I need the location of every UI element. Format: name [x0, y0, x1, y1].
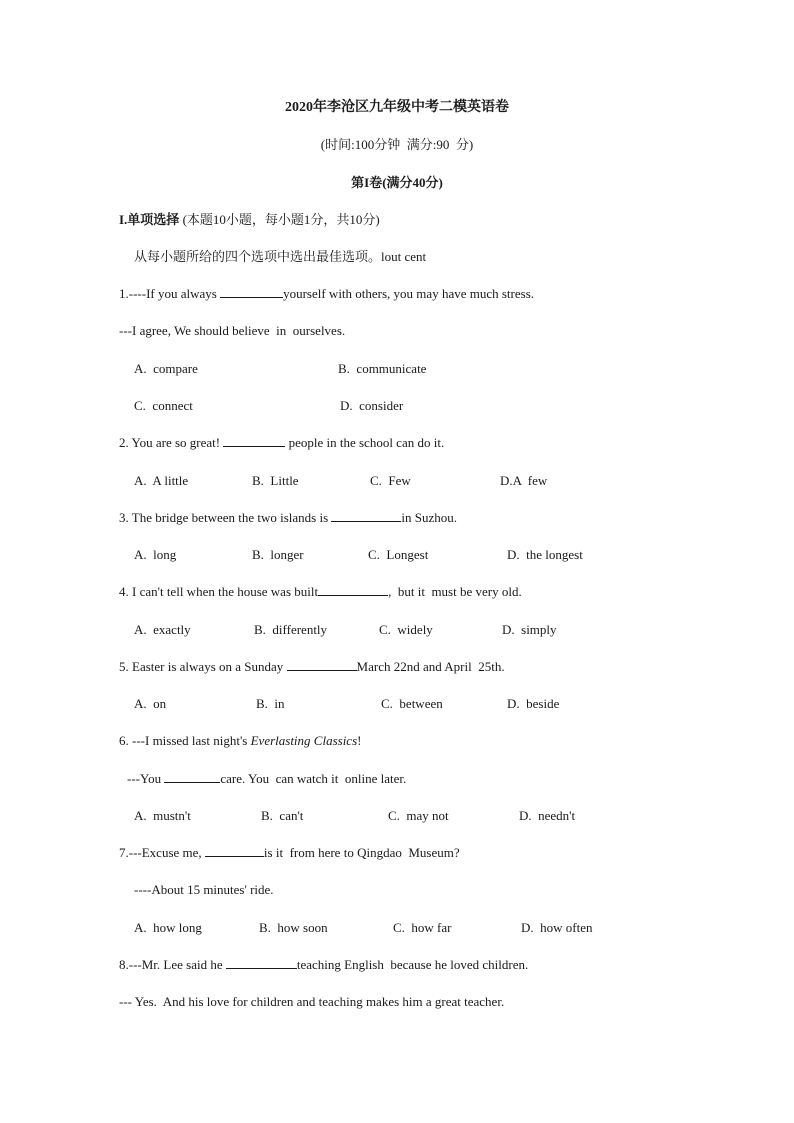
option-d: D. consider — [340, 398, 404, 413]
option-c: C. Few — [370, 473, 411, 488]
answer-blank — [220, 285, 283, 298]
question-2 — [119, 434, 444, 452]
question-text: 8.---Mr. Lee said he — [119, 957, 226, 972]
option-c: C. how far — [393, 920, 452, 935]
section-heading-bold: I.单项选择 — [119, 212, 180, 227]
question-text: March 22nd and April 25th. — [356, 659, 505, 674]
option-a: A. mustn't — [134, 808, 191, 823]
question-8 — [119, 956, 528, 974]
exam-title: 2020年李沧区九年级中考二模英语卷 — [285, 100, 509, 115]
option-c: C. Longest — [368, 547, 429, 562]
question-text: in Suzhou. — [401, 510, 458, 525]
option-a: A. long — [134, 547, 177, 562]
option-b: B. can't — [261, 808, 304, 823]
question-4 — [119, 583, 522, 601]
question-text: people in the school can do it. — [285, 435, 445, 450]
answer-blank — [205, 844, 264, 857]
question-6 — [119, 732, 361, 750]
exam-time-score: (时间:100分钟 满分:90 分) — [320, 137, 474, 152]
question-text: is it from here to Qingdao Museum? — [263, 845, 460, 860]
option-d: D.A few — [500, 473, 548, 488]
option-d: D. needn't — [519, 808, 576, 823]
question-text: 6. ---I missed last night's — [119, 733, 251, 748]
option-a: A. exactly — [134, 622, 191, 637]
question-1-reply: ---I agree, We should believe in ourselves. — [119, 323, 346, 338]
option-b: B. longer — [252, 547, 304, 562]
option-c: C. between — [381, 696, 443, 711]
program-title: Everlasting Classics — [250, 733, 358, 748]
option-a: A. how long — [134, 920, 202, 935]
answer-blank — [287, 658, 357, 671]
question-text: 1.----If you always — [119, 286, 221, 301]
option-d: D. simply — [502, 622, 557, 637]
option-b: B. how soon — [259, 920, 328, 935]
option-a: A. compare — [134, 361, 198, 376]
question-8-reply: --- Yes. And his love for children and teaching makes him a great teacher. — [119, 994, 505, 1009]
option-a: A. on — [134, 696, 167, 711]
question-text: , but it must be very old. — [388, 584, 522, 599]
question-7-reply: ----About 15 minutes' ride. — [134, 882, 274, 897]
question-text: 2. You are so great! — [119, 435, 224, 450]
option-b: B. in — [256, 696, 285, 711]
question-text: ! — [357, 733, 362, 748]
question-text: ---You — [127, 771, 165, 786]
option-b: B. Little — [252, 473, 299, 488]
question-6-reply — [127, 770, 406, 788]
section-heading — [119, 211, 380, 229]
option-b: B. communicate — [338, 361, 427, 376]
option-d: D. beside — [507, 696, 560, 711]
answer-blank — [331, 509, 401, 522]
answer-blank — [318, 583, 388, 596]
question-text: 7.---Excuse me, — [119, 845, 205, 860]
option-c: C. may not — [388, 808, 449, 823]
section-heading-note: (本题10小题，每小题1分，共10分) — [179, 212, 380, 227]
answer-blank — [223, 434, 285, 447]
option-b: B. differently — [254, 622, 328, 637]
answer-blank — [226, 956, 297, 969]
question-7 — [119, 844, 460, 862]
question-1 — [119, 285, 534, 303]
question-text: yourself with others, you may have much stress. — [283, 286, 535, 301]
question-text: teaching English because he loved children. — [296, 957, 529, 972]
part-heading: 第I卷(满分40分) — [351, 175, 443, 190]
option-d: D. how often — [521, 920, 593, 935]
answer-blank — [164, 770, 220, 783]
option-c: C. widely — [379, 622, 433, 637]
question-5 — [119, 658, 505, 676]
option-d: D. the longest — [507, 547, 583, 562]
question-text: 4. I can't tell when the house was built — [119, 584, 319, 599]
question-text: 5. Easter is always on a Sunday — [119, 659, 287, 674]
option-a: A. A little — [134, 473, 189, 488]
section-instruction: 从每小题所给的四个选项中选出最佳选项。lout cent — [134, 249, 427, 264]
option-c: C. connect — [134, 398, 193, 413]
question-text: 3. The bridge between the two islands is — [119, 510, 332, 525]
question-3 — [119, 509, 457, 527]
question-text: care. You can watch it online later. — [220, 771, 407, 786]
